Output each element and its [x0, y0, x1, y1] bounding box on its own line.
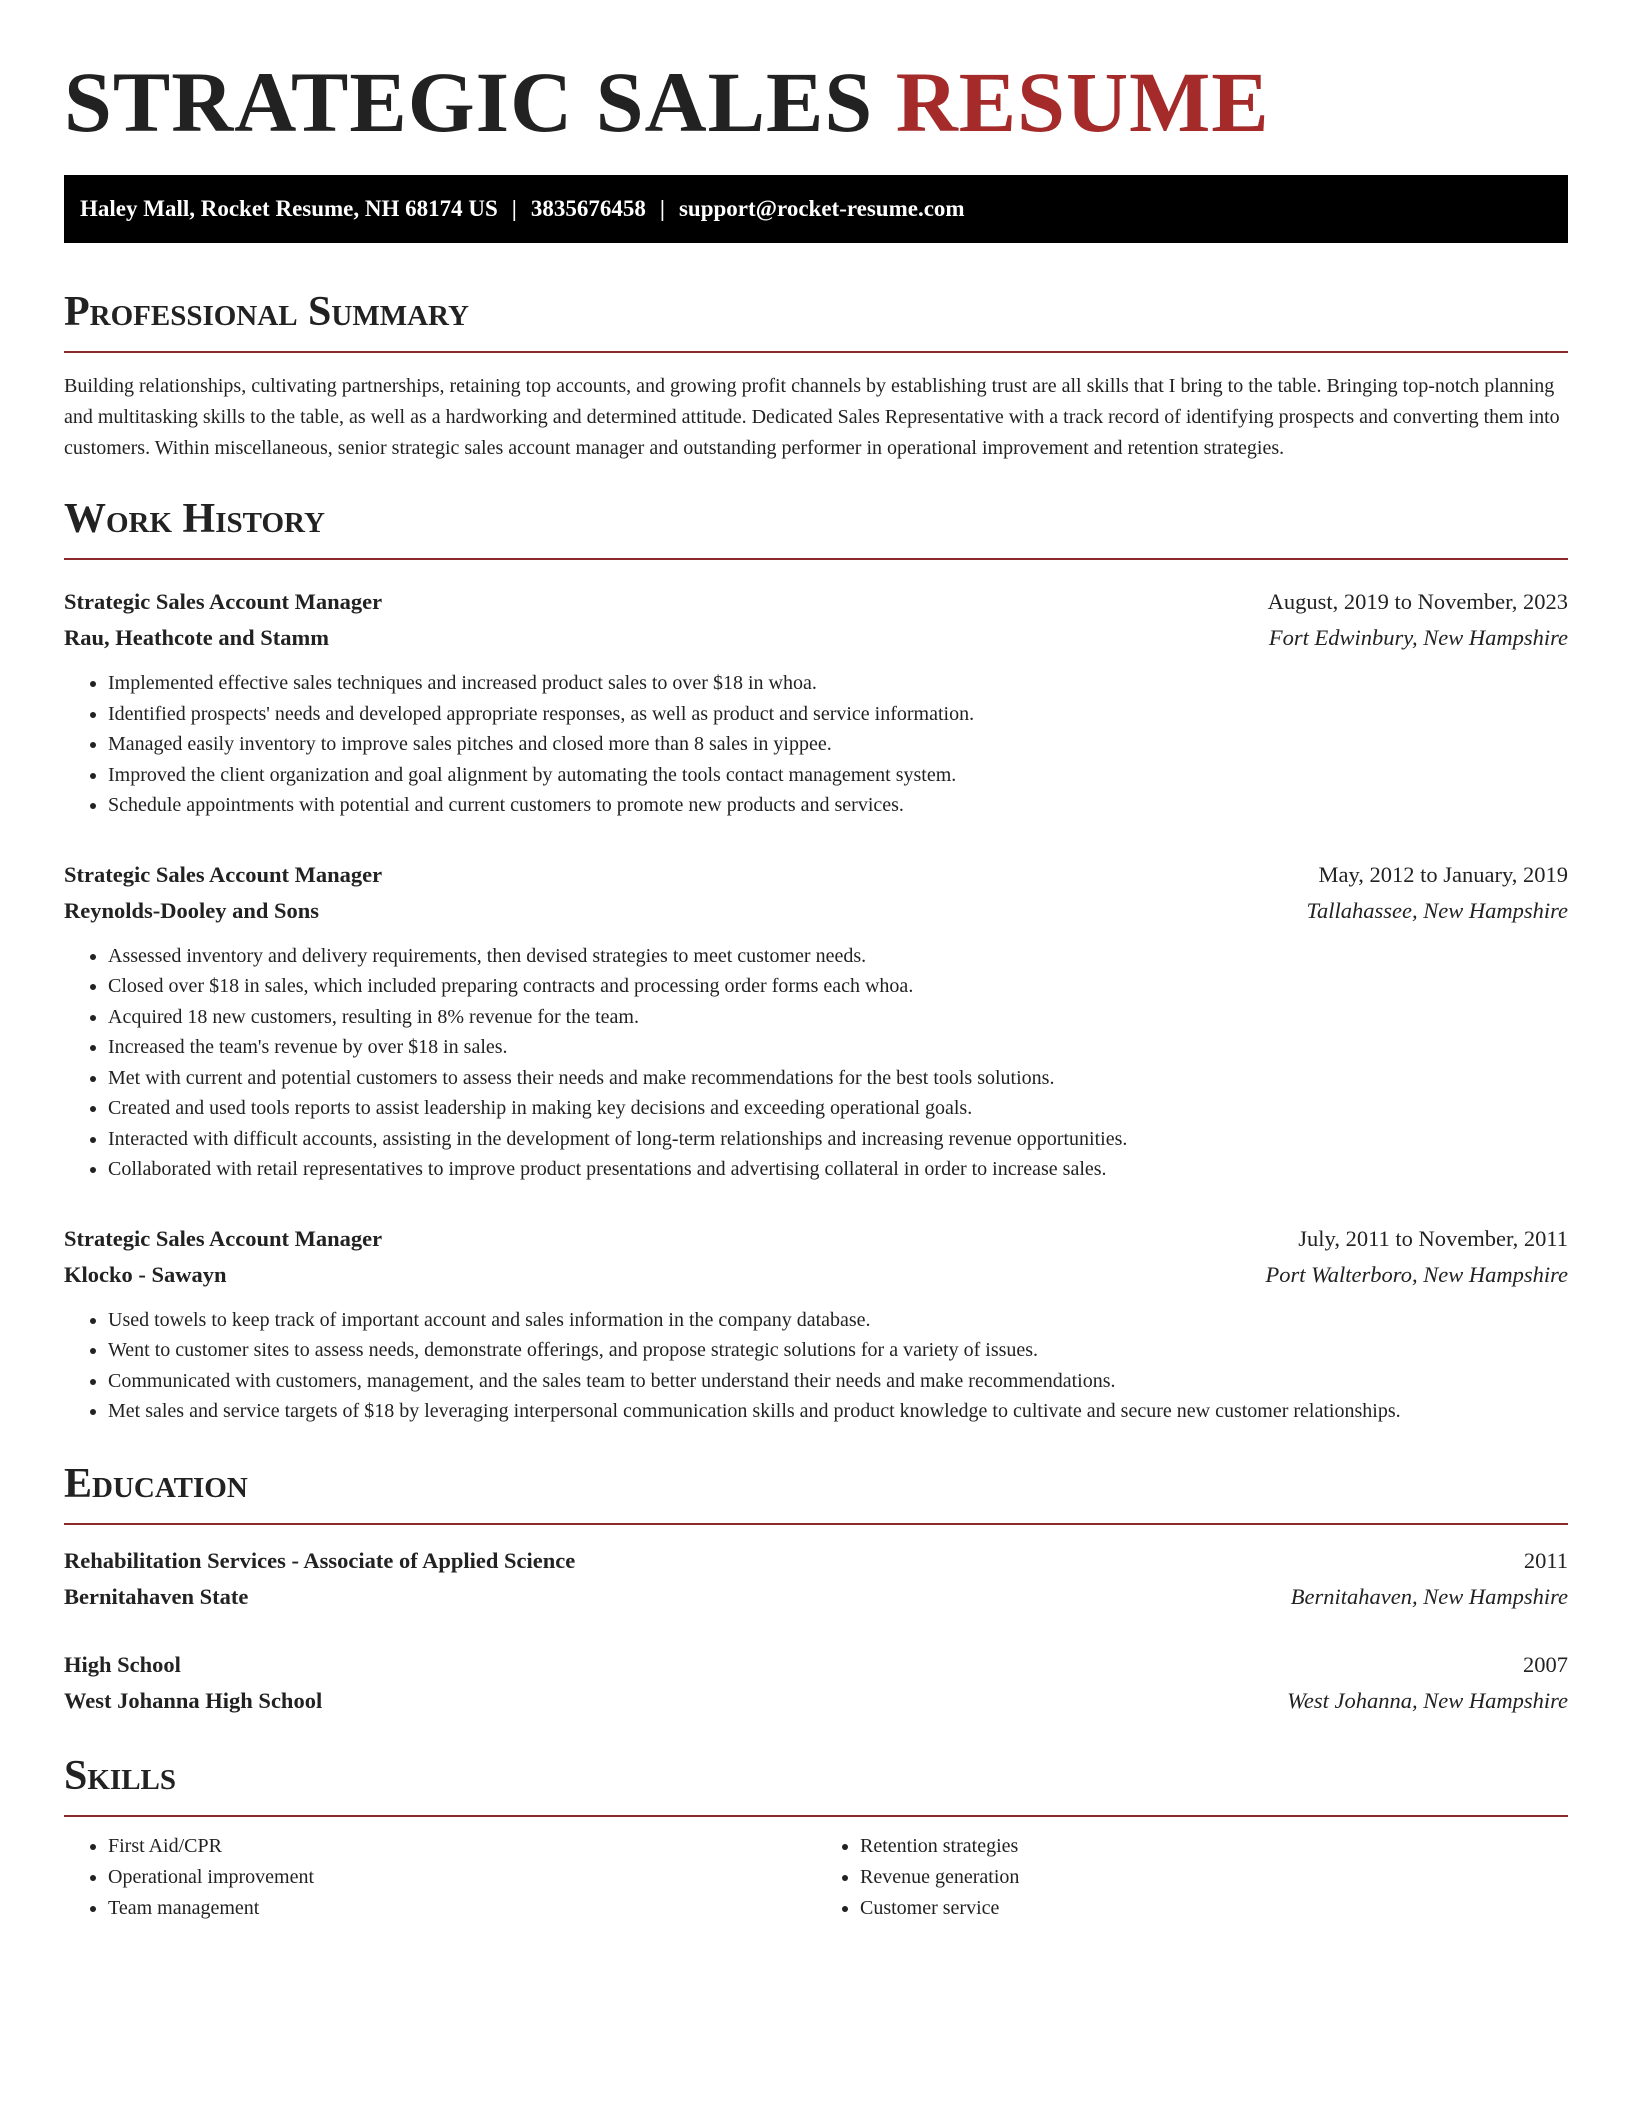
education-school-row	[64, 1683, 1568, 1719]
skills-section	[64, 1751, 1568, 1924]
education-degree: Rehabilitation Services - Associate of Applied Science	[64, 1547, 576, 1573]
skills-heading: Skills	[64, 1751, 1568, 1817]
job-dates: May, 2012 to January, 2019	[1318, 861, 1568, 887]
summary-text: Building relationships, cultivating partnerships, retaining top accounts, and growing profit channels by establishing trust are all skills that I bring to the table. Bringing top-notch planning and multitasking skills to the table, as well as a hardworking and determined attitude. Dedicated Sales Representative with a track record of identifying prospects and converting them into customers. Within miscellaneous, senior strategic sales account manager and outstanding performer in operational improvement and retention strategies.	[64, 375, 1560, 459]
job-title-row	[64, 1221, 1568, 1257]
skill-item: • Customer service	[860, 1893, 1568, 1924]
job-title: Strategic Sales Account Manager	[64, 589, 383, 614]
job-company: Rau, Heathcote and Stamm	[64, 625, 329, 650]
education-heading: Education	[64, 1459, 1568, 1525]
job-bullets	[64, 941, 1568, 1185]
job-title-row	[64, 584, 1568, 620]
job-entry	[64, 857, 1568, 1185]
job-bullet: • Created and used tools reports to assist leadership in making key decisions and exceeding operational goals.	[108, 1093, 1568, 1124]
job-company: Klocko - Sawayn	[64, 1261, 227, 1287]
job-location: Tallahassee, New Hampshire	[1306, 897, 1568, 923]
job-entry	[64, 584, 1568, 821]
job-company-row	[64, 1257, 1568, 1293]
job-bullet: • Schedule appointments with potential and current customers to promote new products and services.	[108, 790, 1568, 821]
job-bullet: • Used towels to keep track of important account and sales information in the company database.	[108, 1305, 1568, 1336]
skill-item: • First Aid/CPR	[108, 1831, 816, 1862]
skill-item: • Revenue generation	[860, 1862, 1568, 1893]
job-bullet: • Acquired 18 new customers, resulting in 8% revenue for the team.	[108, 1002, 1568, 1033]
contact-phone: 3835676458	[530, 196, 646, 221]
job-company: Reynolds-Dooley and Sons	[64, 897, 320, 923]
job-bullet: • Implemented effective sales techniques and increased product sales to over $18 in whoa.	[108, 668, 1568, 699]
job-company-row	[64, 893, 1568, 929]
job-location: Fort Edwinbury, New Hampshire	[1268, 625, 1568, 650]
work-history-section	[64, 494, 1568, 1427]
education-degree-row	[64, 1543, 1568, 1579]
work-history-heading: Work History	[64, 494, 1568, 560]
job-bullet: • Collaborated with retail representatives to improve product presentations and advertising collateral in order to increase sales.	[108, 1154, 1568, 1185]
education-location: West Johanna, New Hampshire	[1287, 1687, 1568, 1713]
job-dates: August, 2019 to November, 2023	[1267, 589, 1568, 614]
education-school-row	[64, 1579, 1568, 1615]
skill-item: • Retention strategies	[860, 1831, 1568, 1862]
contact-separator: |	[659, 196, 665, 221]
resume-title	[64, 52, 1568, 152]
job-bullet: • Communicated with customers, management, and the sales team to better understand their needs and make recommendations.	[108, 1366, 1568, 1397]
title-main: STRATEGIC SALES	[64, 54, 874, 150]
job-bullet: • Interacted with difficult accounts, assisting in the development of long-term relationships and increasing revenue opportunities.	[108, 1124, 1568, 1155]
summary-section	[64, 287, 1568, 464]
contact-separator: |	[511, 196, 517, 221]
education-degree-row	[64, 1647, 1568, 1683]
job-entry	[64, 1221, 1568, 1427]
skill-item: • Team management	[108, 1893, 816, 1924]
education-year: 2011	[1523, 1547, 1568, 1573]
education-entry	[64, 1543, 1568, 1615]
summary-heading: Professional Summary	[64, 287, 1568, 353]
job-bullet: • Went to customer sites to assess needs, demonstrate offerings, and propose strategic solutions for a variety of issues.	[108, 1335, 1568, 1366]
job-title: Strategic Sales Account Manager	[64, 1225, 383, 1251]
contact-address: Haley Mall, Rocket Resume, NH 68174 US	[80, 196, 498, 221]
education-degree: High School	[64, 1651, 181, 1677]
job-bullet: • Closed over $18 in sales, which included preparing contracts and processing order forms each whoa.	[108, 971, 1568, 1002]
job-bullet: • Managed easily inventory to improve sales pitches and closed more than 8 sales in yippee.	[108, 729, 1568, 760]
education-year: 2007	[1523, 1651, 1568, 1677]
job-bullet: • Met sales and service targets of $18 by leveraging interpersonal communication skills and product knowledge to cultivate and secure new customer relationships.	[108, 1396, 1568, 1427]
education-location: Bernitahaven, New Hampshire	[1290, 1583, 1568, 1609]
job-title-row	[64, 857, 1568, 893]
contact-bar	[64, 175, 1568, 243]
skills-column-right	[816, 1831, 1568, 1924]
skill-item: • Operational improvement	[108, 1862, 816, 1893]
skills-columns	[64, 1831, 1568, 1924]
contact-email: support@rocket-resume.com	[678, 196, 965, 221]
job-bullet: • Met with current and potential customers to assess their needs and make recommendations for the best tools solutions.	[108, 1063, 1568, 1094]
job-location: Port Walterboro, New Hampshire	[1265, 1261, 1568, 1287]
job-title: Strategic Sales Account Manager	[64, 861, 383, 887]
job-bullet: • Assessed inventory and delivery requirements, then devised strategies to meet customer needs.	[108, 941, 1568, 972]
education-entry	[64, 1647, 1568, 1719]
education-school: Bernitahaven State	[64, 1583, 249, 1609]
education-school: West Johanna High School	[64, 1687, 323, 1713]
job-bullet: • Identified prospects' needs and developed appropriate responses, as well as product and service information.	[108, 699, 1568, 730]
job-bullet: • Increased the team's revenue by over $18 in sales.	[108, 1032, 1568, 1063]
title-accent: RESUME	[895, 54, 1270, 150]
education-section	[64, 1459, 1568, 1719]
skills-column-left	[64, 1831, 816, 1924]
job-bullets	[64, 1305, 1568, 1427]
job-dates: July, 2011 to November, 2011	[1298, 1225, 1568, 1251]
job-company-row	[64, 620, 1568, 656]
job-bullets	[64, 668, 1568, 821]
job-bullet: • Improved the client organization and goal alignment by automating the tools contact management system.	[108, 760, 1568, 791]
